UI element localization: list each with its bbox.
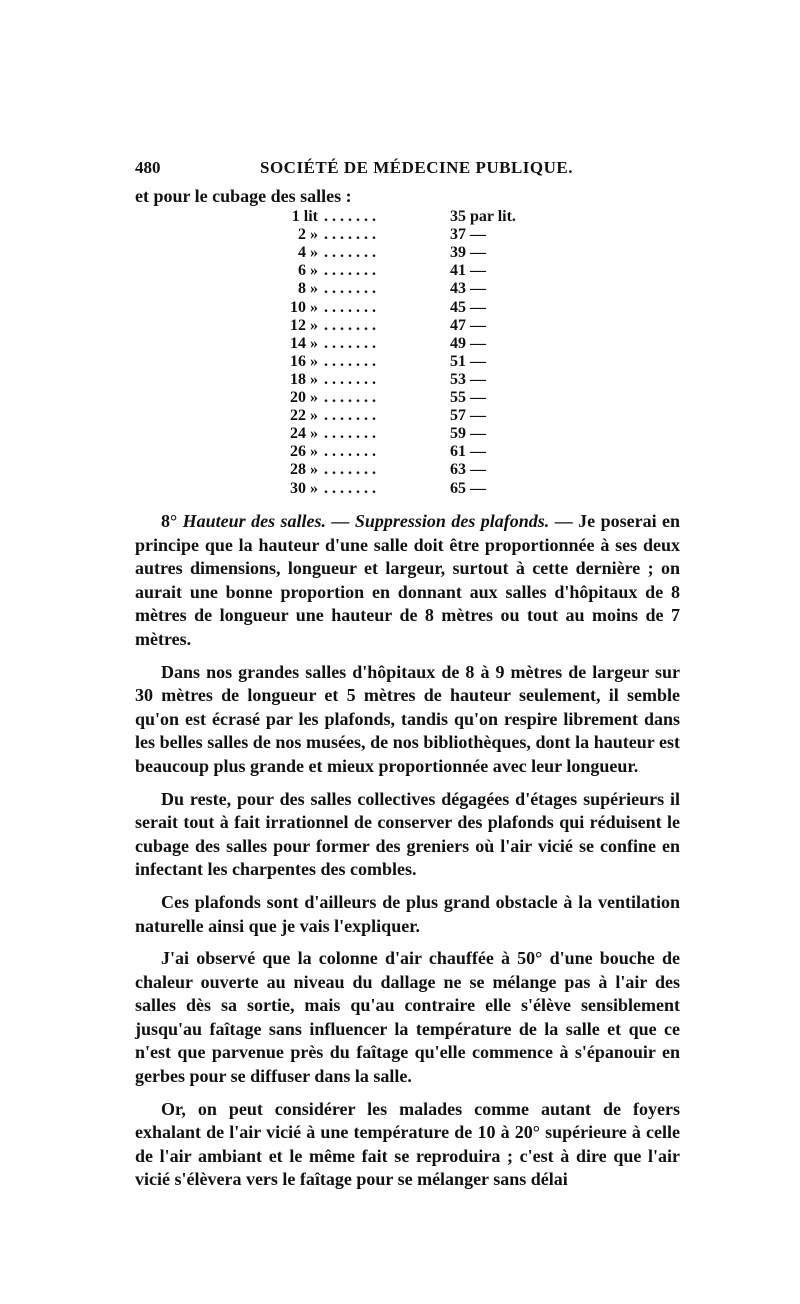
section-8-paragraph: [135, 510, 680, 652]
paragraph: Dans nos grandes salles d'hôpitaux de 8 à 9 mètres de largeur sur 30 mètres de longueur et 5 mètres de hauteur seulement, il semble qu'on est écrasé par les plafonds, tandis qu'on respire librement dans les belles salles de nos musées, de nos bibliothèques, dont la hauteur est beaucoup plus grande et mieux proportionnée avec leur longueur.: [135, 661, 680, 776]
table-row: [0, 335, 800, 353]
table-row: [0, 425, 800, 443]
paragraph: Du reste, pour des salles collectives dégagées d'étages supérieurs il serait tout à fait irrationnel de conserver des plafonds qui réduisent le cubage des salles pour former des greniers où l'air vicié se confine en infectant les charpentes des combles.: [135, 788, 680, 880]
main-content: [135, 510, 680, 1192]
row-leader-dots: . . . . . . .: [324, 244, 376, 262]
row-volume-value: 65 —: [450, 479, 486, 497]
section-title: Hauteur des salles. — Suppression des plafonds.: [182, 511, 550, 531]
row-width-label: 2 »: [298, 226, 318, 244]
running-title: SOCIÉTÉ DE MÉDECINE PUBLIQUE.: [260, 158, 574, 177]
row-volume-value: 43 —: [450, 280, 486, 298]
row-width-label: 26 »: [290, 443, 318, 461]
row-volume-value: 61 —: [450, 443, 486, 461]
row-leader-dots: . . . . . . .: [324, 334, 376, 352]
table-row: [0, 317, 800, 335]
row-width-label: 14 »: [290, 334, 318, 352]
row-volume-value: 51 —: [450, 352, 486, 370]
row-width-label: 12 »: [290, 316, 318, 334]
table-row: [0, 262, 800, 280]
row-width-label: 4 »: [298, 244, 318, 262]
row-leader-dots: . . . . . . .: [324, 425, 376, 443]
row-volume-value: 45 —: [450, 298, 486, 316]
row-volume-value: 63 —: [450, 461, 486, 479]
row-leader-dots: . . . . . . .: [324, 407, 376, 425]
row-leader-dots: . . . . . . .: [324, 443, 376, 461]
row-width-label: 1 lit: [291, 208, 318, 225]
table-row: [0, 461, 800, 479]
row-width-label: 24 »: [290, 425, 318, 443]
table-row: [0, 226, 800, 244]
row-width-label: 16 »: [290, 352, 318, 370]
row-width-label: 8 »: [298, 280, 318, 298]
intro-line: et pour le cubage des salles :: [135, 186, 352, 206]
row-width-label: 18 »: [290, 370, 318, 388]
table-row: [0, 480, 800, 498]
table-row: [0, 443, 800, 461]
row-leader-dots: . . . . . . .: [324, 208, 376, 225]
table-row: [0, 371, 800, 389]
table-row: [0, 280, 800, 298]
row-width-label: 10 »: [290, 298, 318, 316]
row-width-label: 30 »: [290, 479, 318, 497]
row-volume-value: 39 —: [450, 244, 486, 262]
paragraph: Or, on peut considérer les malades comme autant de foyers exhalant de l'air vicié à une température de 10 à 20° supérieure à celle de l'air ambiant et le même fait se reproduira ; c'est à dire que l'air vicié s'élèvera vers le faîtage pour se mélanger sans délai: [135, 1098, 680, 1190]
table-row: [0, 407, 800, 425]
table-row: [0, 208, 800, 226]
row-volume-value: 41 —: [450, 262, 486, 280]
row-width-label: 6 »: [298, 262, 318, 280]
section-number: 8°: [161, 511, 178, 531]
row-width-label: 28 »: [290, 461, 318, 479]
table-row: [0, 389, 800, 407]
row-width-label: 22 »: [290, 407, 318, 425]
row-volume-value: 35 par lit.: [450, 208, 516, 225]
row-volume-value: 53 —: [450, 370, 486, 388]
table-row: [0, 244, 800, 262]
row-leader-dots: . . . . . . .: [324, 280, 376, 298]
row-leader-dots: . . . . . . .: [324, 370, 376, 388]
row-leader-dots: . . . . . . .: [324, 352, 376, 370]
row-leader-dots: . . . . . . .: [324, 226, 376, 244]
page-number: 480: [135, 158, 161, 177]
table-row: [0, 353, 800, 371]
row-volume-value: 37 —: [450, 226, 486, 244]
row-volume-value: 49 —: [450, 334, 486, 352]
row-volume-value: 57 —: [450, 407, 486, 425]
section-lead-text: — Je poserai en principe que la hauteur d'une salle doit être proportionnée à ses deux autres dimensions, longueur et largeur, surtout à cette dernière ; on aurait une bonne proportion en donnant aux salles d'hôpitaux de 8 mètres de longueur une hauteur de 8 mètres ou tout au moins de 7 mètres.: [135, 511, 681, 649]
row-leader-dots: . . . . . . .: [324, 316, 376, 334]
page-header: [135, 158, 680, 182]
paragraph: J'ai observé que la colonne d'air chauffée à 50° d'une bouche de chaleur ouverte au niveau du dallage ne se mélange pas à l'air des salles dès sa sortie, mais qu'au contraire elle s'élève sensiblement jusqu'au faîtage sans influencer la température de la salle et que ce n'est que parvenue près du faîtage qu'elle commence à s'épanouir en gerbes pour se diffuser dans la salle.: [135, 948, 680, 1087]
row-leader-dots: . . . . . . .: [324, 262, 376, 280]
row-leader-dots: . . . . . . .: [324, 298, 376, 316]
table-row: [0, 299, 800, 317]
row-volume-value: 55 —: [450, 389, 486, 406]
row-width-label: 20 »: [290, 389, 318, 406]
row-volume-value: 47 —: [450, 316, 486, 334]
row-volume-value: 59 —: [450, 425, 486, 443]
row-leader-dots: . . . . . . .: [324, 479, 376, 497]
paragraph: Ces plafonds sont d'ailleurs de plus grand obstacle à la ventilation naturelle ainsi que je vais l'expliquer.: [135, 891, 680, 936]
row-leader-dots: . . . . . . .: [324, 389, 376, 406]
row-leader-dots: . . . . . . .: [324, 461, 376, 479]
